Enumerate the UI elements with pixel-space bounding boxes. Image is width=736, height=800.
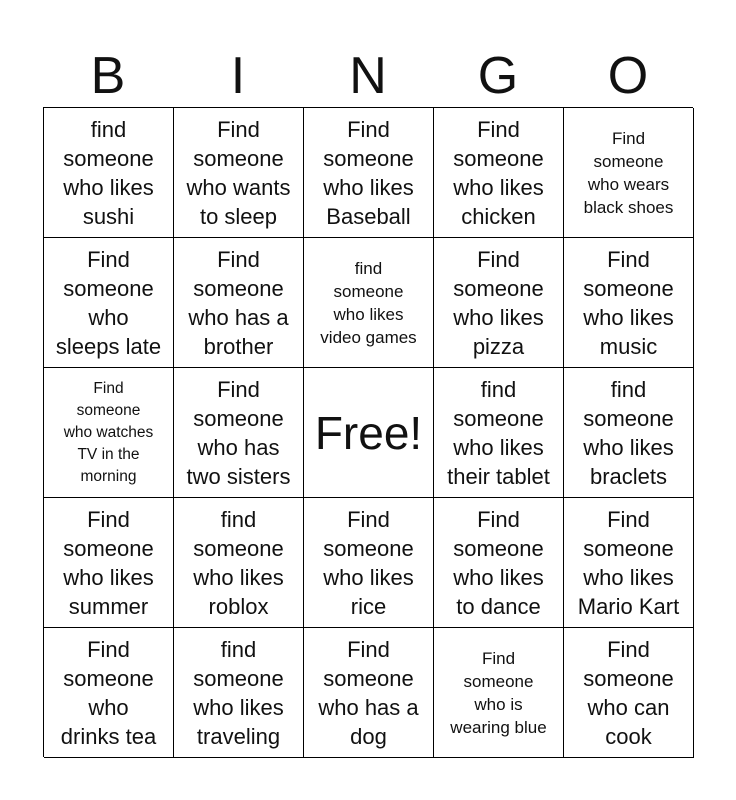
cell-text: Find someone who likes summer <box>63 506 154 619</box>
header-letter-n: N <box>349 47 387 105</box>
cell-text: Find someone who wears black shoes <box>583 128 674 217</box>
bingo-cell-r4-c5[interactable] <box>564 498 694 628</box>
cell-text: Find someone who likes Mario Kart <box>577 506 680 619</box>
cell-text: Find someone who likes music <box>583 246 674 359</box>
bingo-cell-r2-c5[interactable] <box>564 238 694 368</box>
bingo-cell-r5-c4[interactable] <box>434 628 564 758</box>
cell-text: Find someone who drinks tea <box>60 636 157 749</box>
bingo-cell-r2-c4[interactable] <box>434 238 564 368</box>
cell-text: find someone who likes video games <box>320 258 417 347</box>
bingo-cell-r3-c1[interactable] <box>44 368 174 498</box>
bingo-cell-r1-c1[interactable] <box>44 108 174 238</box>
header-letter-b: B <box>90 47 126 105</box>
cell-text: Find someone who has a dog <box>318 636 419 749</box>
cell-text: Find someone who has two sisters <box>186 376 291 489</box>
cell-text: find someone who likes sushi <box>63 116 154 229</box>
bingo-board <box>43 107 693 757</box>
cell-text: find someone who likes roblox <box>193 506 284 619</box>
header-letter-i: I <box>230 47 246 105</box>
bingo-cell-r1-c3[interactable] <box>304 108 434 238</box>
header-letter-o: O <box>607 47 649 105</box>
bingo-cell-r5-c3[interactable] <box>304 628 434 758</box>
bingo-cell-r1-c2[interactable] <box>174 108 304 238</box>
free-space-label: Free! <box>314 406 423 459</box>
header-letter-g: G <box>477 47 519 105</box>
cell-text: Find someone who wants to sleep <box>186 116 291 229</box>
cell-text: Find someone who watches TV in the morning <box>63 379 154 485</box>
cell-text: Find someone who likes Baseball <box>323 116 414 229</box>
bingo-cell-r1-c5[interactable] <box>564 108 694 238</box>
cell-text: Find someone who is wearing blue <box>450 648 547 737</box>
cell-text: Find someone who likes to dance <box>453 506 544 619</box>
bingo-cell-r4-c4[interactable] <box>434 498 564 628</box>
bingo-cell-r4-c3[interactable] <box>304 498 434 628</box>
bingo-cell-r4-c1[interactable] <box>44 498 174 628</box>
cell-text: Find someone who sleeps late <box>55 246 162 359</box>
cell-text: Find someone who likes rice <box>323 506 414 619</box>
bingo-cell-r5-c2[interactable] <box>174 628 304 758</box>
bingo-cell-r5-c5[interactable] <box>564 628 694 758</box>
cell-text: find someone who likes their tablet <box>447 376 550 489</box>
bingo-cell-r4-c2[interactable] <box>174 498 304 628</box>
bingo-cell-r2-c1[interactable] <box>44 238 174 368</box>
cell-text: find someone who likes traveling <box>193 636 284 749</box>
cell-text: Find someone who likes chicken <box>453 116 544 229</box>
bingo-cell-r3-c5[interactable] <box>564 368 694 498</box>
bingo-cell-r3-c4[interactable] <box>434 368 564 498</box>
cell-text: Find someone who has a brother <box>188 246 289 359</box>
cell-text: Find someone who can cook <box>583 636 674 749</box>
free-space-cell[interactable] <box>304 368 434 498</box>
bingo-cell-r2-c3[interactable] <box>304 238 434 368</box>
bingo-cell-r2-c2[interactable] <box>174 238 304 368</box>
cell-text: find someone who likes braclets <box>583 376 674 489</box>
bingo-cell-r5-c1[interactable] <box>44 628 174 758</box>
bingo-header <box>43 44 693 108</box>
bingo-cell-r3-c2[interactable] <box>174 368 304 498</box>
bingo-cell-r1-c4[interactable] <box>434 108 564 238</box>
cell-text: Find someone who likes pizza <box>453 246 544 359</box>
